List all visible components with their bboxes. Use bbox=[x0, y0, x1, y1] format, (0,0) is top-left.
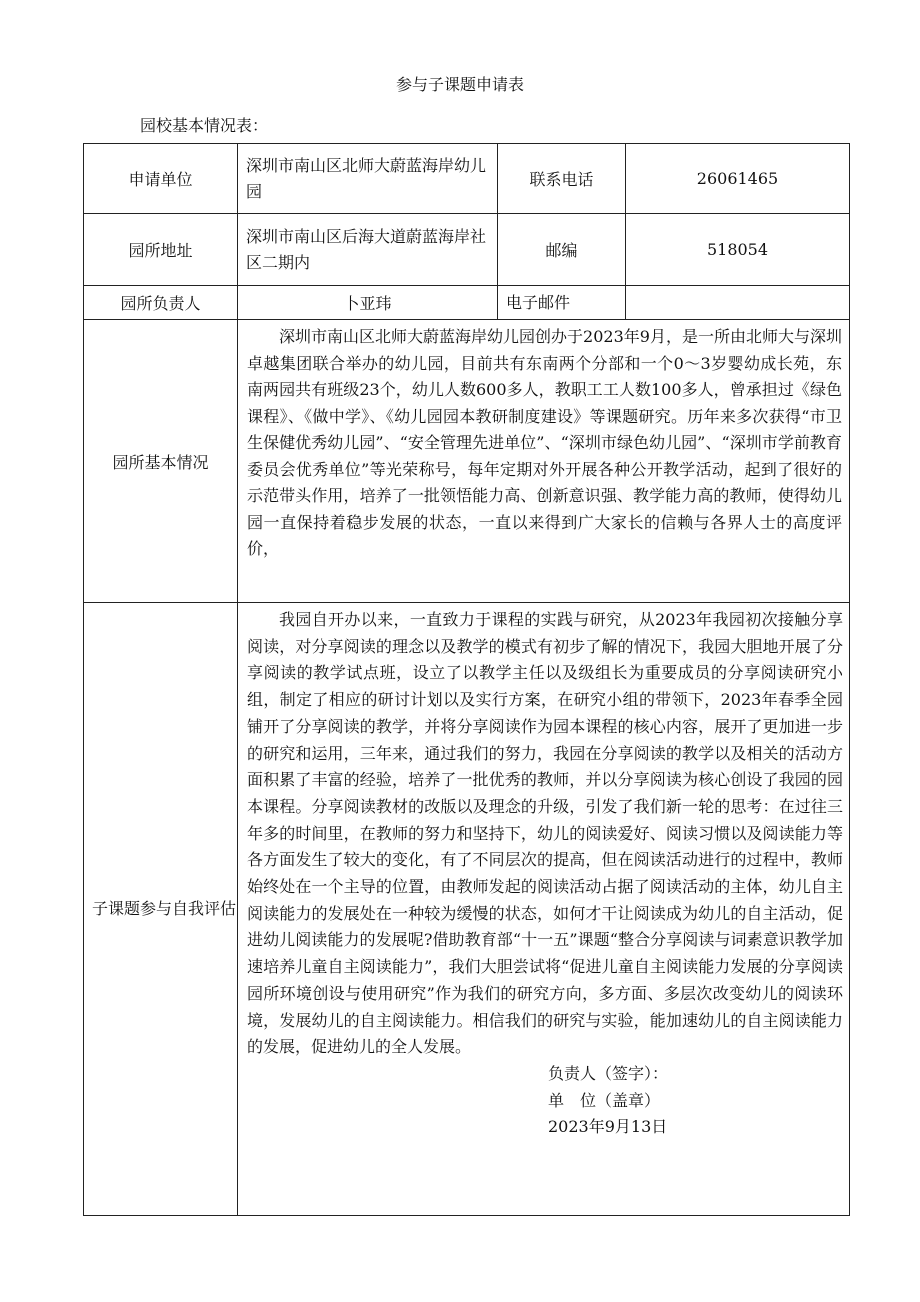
row-director bbox=[84, 286, 850, 320]
row-applicant bbox=[84, 144, 850, 214]
document-title: 参与子课题申请表 bbox=[395, 75, 524, 94]
postcode-label: 邮编 bbox=[498, 214, 626, 286]
self-eval-text: 我园自开办以来，一直致力于课程的实践与研究，从2023年我园初次接触分享阅读，对分享阅读的理念以及教学的模式有初步了解的情况下，我园大胆地开展了分享阅读的教学试点班，设立了以教学主任以及级组长为重要成员的分享阅读研究小组，制定了相应的研讨计划以及实行方案，在研究小组的带领下，2023年春季全园铺开了分享阅读的教学，并将分享阅读作为园本课程的核心内容，展开了更加进一步的研究和运用，三年来，通过我们的努力，我园在分享阅读的教学以及相关的活动方面积累了丰富的经验，培养了一批优秀的教师，并以分享阅读为核心创设了我园的园本课程。分享阅读教材的改版以及理念的升级，引发了我们新一轮的思考：在过往三年多的时间里，在教师的努力和坚持下，幼儿的阅读爱好、阅读习惯以及阅读能力等各方面发生了较大的变化，有了不同层次的提高，但在阅读活动进行的过程中，教师始终处在一个主导的位置，由教师发起的阅读活动占据了阅读活动的主体，幼儿自主阅读能力的发展处在一种较为缓慢的状态，如何才干让阅读成为幼儿的自主活动，促进幼儿阅读能力的发展呢?借助教育部“十一五”课题“整合分享阅读与词素意识教学加速培养儿童自主阅读能力”，我们大胆尝试将“促进儿童自主阅读能力发展的分享阅读园所环境创设与使用研究”作为我们的研究方向，多方面、多层次改变幼儿的阅读环境，发展幼儿的自主阅读能力。相信我们的研究与实验，能加速幼儿的自主阅读能力的发展，促进幼儿的全人发展。 bbox=[247, 610, 843, 1057]
self-eval-cell bbox=[238, 603, 850, 1216]
row-address bbox=[84, 214, 850, 286]
section-heading: 园校基本情况表： bbox=[140, 116, 269, 135]
address-label: 园所地址 bbox=[84, 214, 238, 286]
applicant-label: 申请单位 bbox=[84, 144, 238, 214]
email-value bbox=[626, 286, 850, 320]
email-label: 电子邮件 bbox=[498, 286, 626, 320]
signer-label: 负责人（签字）： bbox=[548, 1063, 669, 1083]
signature-block bbox=[238, 1061, 849, 1141]
basic-info-cell bbox=[238, 320, 850, 603]
sign-date: 2023年9月13日 bbox=[548, 1117, 668, 1137]
address-value: 深圳市南山区后海大道蔚蓝海岸社区二期内 bbox=[238, 214, 498, 286]
phone-value: 26061465 bbox=[626, 144, 850, 214]
self-eval-label: 子课题参与自我评估 bbox=[84, 603, 238, 1216]
application-form-table bbox=[83, 143, 850, 1216]
director-label: 园所负责人 bbox=[84, 286, 238, 320]
basic-info-label: 园所基本情况 bbox=[84, 320, 238, 603]
director-value: 卜亚玮 bbox=[238, 286, 498, 320]
row-basic-info bbox=[84, 320, 850, 603]
phone-label: 联系电话 bbox=[498, 144, 626, 214]
postcode-value: 518054 bbox=[626, 214, 850, 286]
row-self-eval bbox=[84, 603, 850, 1216]
applicant-value: 深圳市南山区北师大蔚蓝海岸幼儿园 bbox=[238, 144, 498, 214]
unit-seal-label: 单 位（盖章） bbox=[548, 1090, 661, 1110]
basic-info-text: 深圳市南山区北师大蔚蓝海岸幼儿园创办于2023年9月，是一所由北师大与深圳卓越集团联合举办的幼儿园，目前共有东南两个分部和一个0～3岁婴幼成长苑，东南两园共有班级23个，幼儿人数600多人，教职工工人数100多人，曾承担过《绿色课程》、《做中学》、《幼儿园园本教研制度建设》等课题研究。历年来多次获得“市卫生保健优秀幼儿园”、“安全管理先进单位”、“深圳市绿色幼儿园”、“深圳市学前教育委员会优秀单位”等光荣称号，每年定期对外开展各种公开教学活动，起到了很好的示范带头作用，培养了一批领悟能力高、创新意识强、教学能力高的教师，使得幼儿园一直保持着稳步发展的状态，一直以来得到广大家长的信赖与各界人士的高度评价， bbox=[247, 327, 842, 558]
